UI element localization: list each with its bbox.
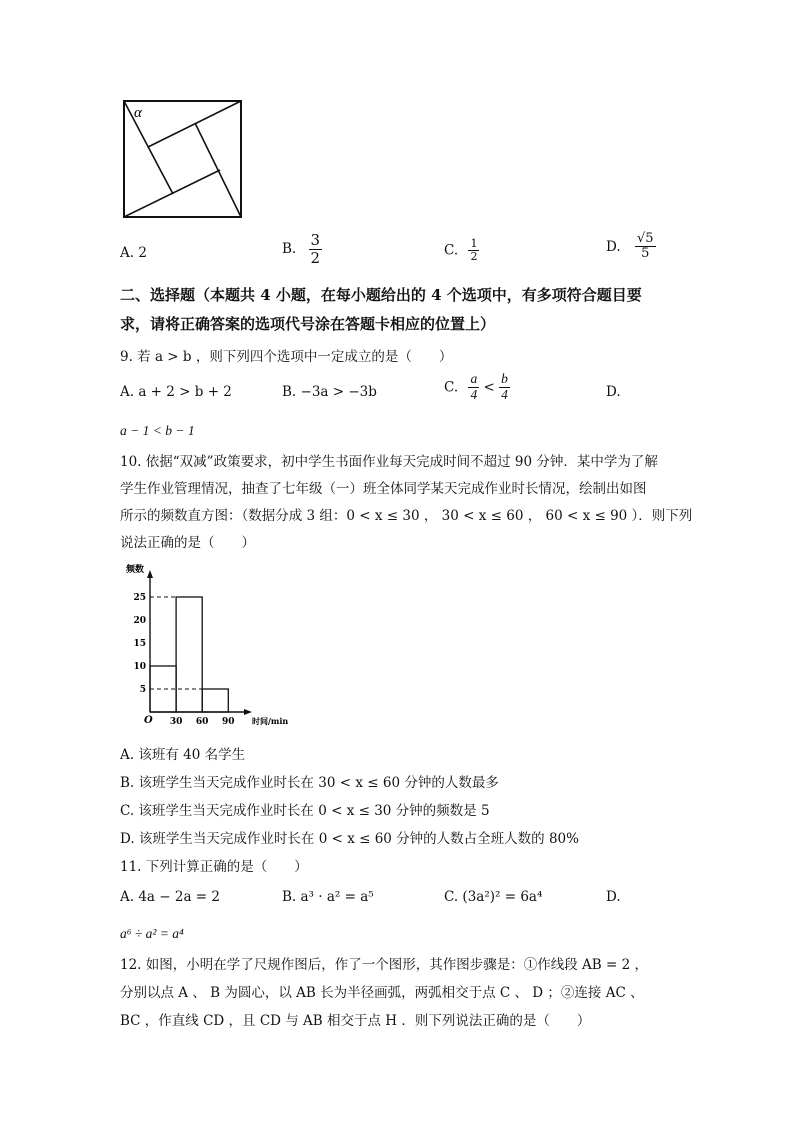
q9-option-c[interactable]: C. $\frac{a}{4}$ < $\frac{b}{4}$	[444, 371, 508, 402]
y-tick-label-10: 10	[133, 662, 146, 672]
x-tick-label-90: 90	[222, 717, 235, 727]
q10-stem-line4: 说法正确的是（ ）	[120, 535, 255, 551]
x-axis-arrow	[244, 709, 252, 715]
q10-stem-line2: 学生作业管理情况，抽查了七年级（一）班全体同学某天完成作业时长情况，绘制出如图	[120, 481, 647, 497]
histogram-bar-2	[176, 597, 202, 712]
q12-stem-line2: 分别以点 A 、 B 为圆心，以 AB 长为半径画弧，两弧相交于点 C 、 D ；②连接 AC 、	[120, 985, 644, 1001]
q10-stem-line3: 所示的频数直方图：（数据分成 3 组：0 < x ≤ 30 ， 30 < x ≤ 60 ， 60 < x ≤ 90 ）．则下列	[120, 508, 693, 524]
q11-stem: 11. 下列计算正确的是（ ）	[120, 859, 308, 875]
q9-option-d-content: a − 1 < b − 1	[120, 423, 195, 438]
q8-option-a[interactable]: A. 2	[120, 245, 147, 261]
q10-option-b[interactable]: B. 该班学生当天完成作业时长在 30 < x ≤ 60 分钟的人数最多	[120, 775, 499, 791]
x-tick-label-30: 30	[169, 717, 183, 727]
y-tick-label-25: 25	[133, 593, 146, 603]
q11-option-d-content: a⁶ ÷ a² = a⁴	[120, 926, 184, 941]
q9-option-a[interactable]: A. a + 2 > b + 2	[120, 384, 232, 400]
alpha-label: α	[134, 105, 142, 121]
frequency-histogram	[118, 558, 298, 728]
x-tick-label-60: 60	[195, 717, 209, 727]
pinwheel-square-figure	[118, 96, 248, 222]
q8-option-b[interactable]: B. $\frac{3}{2}$	[282, 231, 321, 267]
q10-stem-line1: 10. 依据“双减”政策要求，初中学生书面作业每天完成时间不超过 90 分钟．某中学为了解	[120, 454, 658, 470]
q11-option-d[interactable]: D.	[606, 889, 621, 905]
section-2-heading-line2: 求，请将正确答案的选项代号涂在答题卡相应的位置上）	[120, 315, 496, 333]
q11-option-b[interactable]: B. a³ · a² = a⁵	[282, 889, 374, 905]
q8-option-d[interactable]: D. $\frac{√5}{5}$	[606, 231, 654, 262]
q10-option-d[interactable]: D. 该班学生当天完成作业时长在 0 < x ≤ 60 分钟的人数占全班人数的 80%	[120, 831, 579, 847]
q11-option-c[interactable]: C. (3a²)² = 6a⁴	[444, 889, 543, 905]
q9-stem: 9. 若 a > b ，则下列四个选项中一定成立的是（ ）	[120, 349, 453, 365]
y-tick-label-15: 15	[133, 639, 146, 649]
x-axis-label: 时间/min	[252, 716, 289, 726]
q10-option-a[interactable]: A. 该班有 40 名学生	[120, 747, 246, 763]
histogram-bar-3	[202, 689, 228, 712]
y-axis-arrow	[147, 570, 153, 578]
q8-option-c[interactable]: C. $\frac{1}{2}$	[444, 237, 478, 264]
q12-stem-line3: BC ，作直线 CD ，且 CD 与 AB 相交于点 H ．则下列说法正确的是（ ）	[120, 1013, 591, 1029]
q10-option-c[interactable]: C. 该班学生当天完成作业时长在 0 < x ≤ 30 分钟的频数是 5	[120, 803, 490, 819]
q11-option-a[interactable]: A. 4a − 2a = 2	[120, 889, 220, 905]
y-axis-label: 频数	[126, 565, 145, 575]
q9-option-d[interactable]: D.	[606, 384, 621, 400]
q12-stem-line1: 12. 如图，小明在学了尺规作图后，作了一个图形，其作图步骤是：①作线段 AB = 2 ，	[120, 957, 648, 973]
q9-option-b[interactable]: B. −3a > −3b	[282, 384, 377, 400]
y-tick-label-5: 5	[139, 685, 146, 695]
y-tick-label-20: 20	[133, 616, 146, 626]
origin-label: O	[144, 715, 153, 726]
section-2-heading-line1: 二、选择题（本题共 4 小题，在每小题给出的 4 个选项中，有多项符合题目要	[120, 286, 642, 304]
